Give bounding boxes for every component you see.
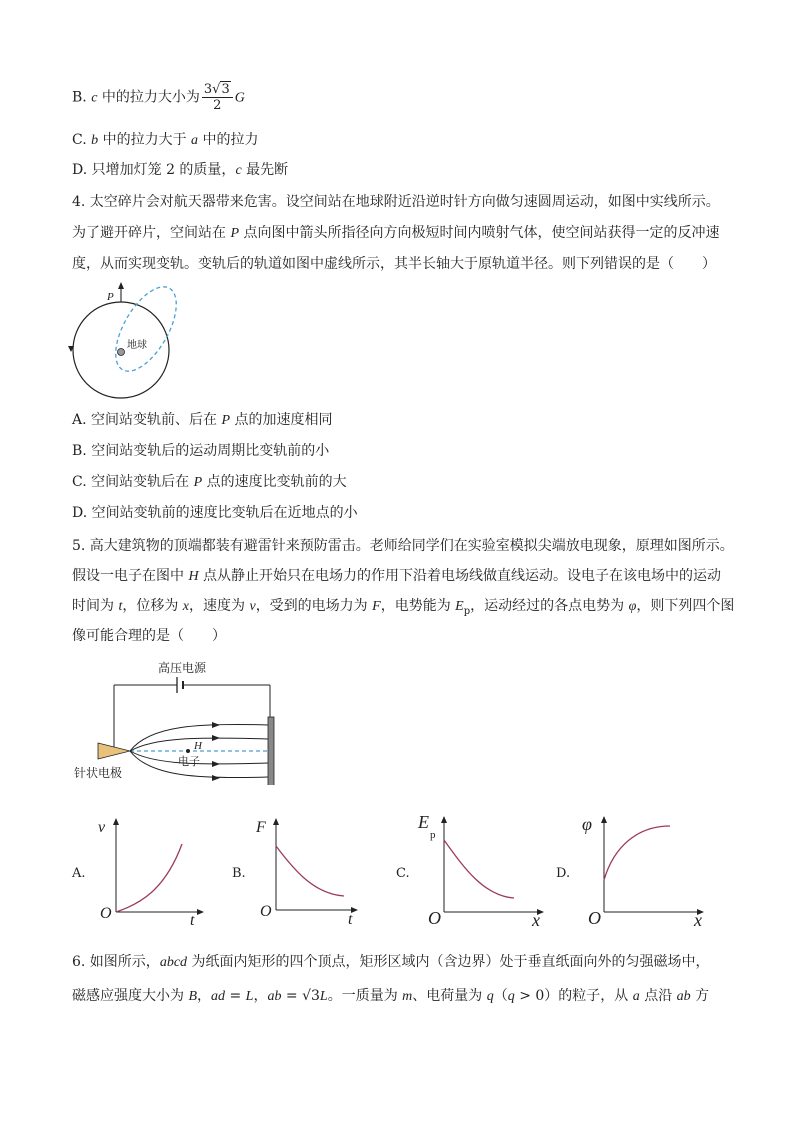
- var-m: m: [402, 989, 413, 1004]
- text: C. 空间站变轨后在: [72, 474, 194, 490]
- text: ，运动经过的各点电势为: [470, 598, 629, 614]
- text: ，: [253, 988, 268, 1004]
- var-ad: ad: [211, 989, 226, 1004]
- q5-stem-line1: 5. 高大建筑物的顶端都装有避雷针来预防雷击。老师给同学们在实验室模拟尖端放电现象，原理如图所示。: [72, 538, 734, 554]
- text: 假设一电子在图中: [72, 568, 189, 584]
- discharge-apparatus-figure: [70, 655, 290, 785]
- field-arrow: [212, 775, 220, 781]
- plate-electrode: [268, 717, 274, 785]
- q4-option-d: D. 空间站变轨前的速度比变轨后在近地点的小: [72, 505, 358, 521]
- text: 。一质量为: [327, 988, 403, 1004]
- text: 、电荷量为: [412, 988, 487, 1004]
- q6-stem-line2: [72, 986, 709, 1007]
- curve-a: [116, 844, 182, 912]
- q4-option-c: [72, 472, 347, 493]
- label-p: P: [107, 291, 114, 303]
- graph-option-b-label: B.: [232, 866, 246, 881]
- ylabel-v: v: [98, 819, 106, 836]
- var-l: L: [319, 989, 328, 1004]
- option-text: 中的拉力大小为: [97, 89, 200, 106]
- curve-b: [276, 846, 344, 896]
- var-q: q: [486, 989, 494, 1004]
- arrow-head: [118, 282, 124, 289]
- graph-b: [254, 812, 374, 928]
- option-text: 最先断: [241, 162, 289, 178]
- point-h: [186, 749, 190, 753]
- graph-option-a-label: A.: [72, 866, 86, 881]
- q4-stem-line2: [72, 223, 719, 244]
- text: 点沿: [639, 988, 677, 1004]
- graph-a: [90, 812, 210, 928]
- sqrt-3: √3: [302, 988, 320, 1004]
- field-arrow: [212, 722, 220, 728]
- q4-option-b: B. 空间站变轨后的运动周期比变轨前的小: [72, 443, 330, 459]
- label-hv-source: 高压电源: [158, 661, 207, 675]
- graph-option-d-label: D.: [556, 866, 571, 881]
- earth-dot: [118, 349, 125, 356]
- q3-option-d: [72, 160, 288, 181]
- text: 点向图中箭头所指径向方向极短时间内喷射气体，使空间站获得一定的反冲速: [239, 225, 720, 241]
- var-a: a: [191, 133, 199, 148]
- var-x: x: [182, 599, 190, 614]
- origin-o: O: [428, 908, 441, 928]
- num-coef: 3: [203, 82, 213, 97]
- text: 6. 如图所示，: [72, 954, 160, 970]
- var-ep: E: [455, 599, 464, 614]
- field-arrow: [212, 761, 220, 767]
- var-phi: φ: [628, 599, 637, 614]
- orbit-figure: [66, 280, 196, 402]
- text: 为纸面内矩形的四个顶点，矩形区域内（含边界）处于垂直纸面向外的匀强磁场中，: [187, 954, 710, 970]
- origin-o: O: [260, 903, 272, 920]
- var-b: b: [91, 133, 99, 148]
- var-p: P: [221, 413, 231, 428]
- text: 点的加速度相同: [230, 412, 333, 428]
- text: ，则下列四个图: [636, 598, 735, 614]
- text: ，电势能为: [380, 598, 456, 614]
- ylabel-sub-p: p: [430, 829, 436, 841]
- text: =: [225, 988, 246, 1004]
- var-l: L: [245, 989, 254, 1004]
- text: ，: [197, 988, 212, 1004]
- origin-o: O: [588, 908, 601, 928]
- q5-stem-line2: [72, 566, 721, 587]
- graph-option-c-label: C.: [396, 866, 410, 881]
- xlabel-x: x: [532, 910, 540, 930]
- text: ，受到的电场力为: [255, 598, 373, 614]
- xlabel-x: x: [694, 910, 702, 930]
- option-text: 中的拉力大于: [98, 132, 192, 148]
- ylabel-f: F: [256, 819, 266, 836]
- var-f: F: [372, 599, 381, 614]
- sub-p: p: [463, 605, 471, 617]
- q4-stem-line1: 4. 太空碎片会对航天器带来危害。设空间站在地球附近沿逆时针方向做匀速圆周运动，如图中实线所示。: [72, 194, 720, 210]
- text: A. 空间站变轨前、后在: [72, 412, 222, 428]
- unit-g: G: [234, 90, 245, 106]
- q4-option-a: [72, 410, 332, 431]
- var-b: B: [188, 989, 198, 1004]
- option-prefix: C.: [72, 132, 92, 148]
- curve-c: [444, 840, 514, 898]
- q4-stem-line3: 度，从而实现变轨。变轨后的轨道如图中虚线所示，其半长轴大于原轨道半径。则下列错误的是（ ）: [72, 256, 716, 272]
- graph-d: [578, 808, 718, 930]
- var-q: q: [507, 989, 515, 1004]
- text: > 0）的粒子，从: [514, 988, 633, 1004]
- curve-d: [604, 826, 670, 880]
- field-arrow: [212, 735, 220, 741]
- text: （: [493, 988, 508, 1004]
- ylabel-phi: φ: [582, 814, 592, 834]
- option-text: 中的拉力: [198, 132, 259, 148]
- origin-o: O: [100, 905, 112, 922]
- label-earth: 地球: [127, 340, 147, 351]
- q3-option-b: [72, 82, 245, 113]
- ylabel-ep: E: [418, 812, 429, 832]
- sqrt-radicand: 3: [221, 82, 230, 97]
- q5-stem-line3: [72, 596, 734, 622]
- text: 为了避开碎片，空间站在: [72, 225, 231, 241]
- fraction: [202, 82, 233, 113]
- text: ，位移为: [122, 598, 183, 614]
- q5-stem-line4: 像可能合理的是（ ）: [72, 628, 226, 644]
- label-electron: 电子: [178, 756, 200, 768]
- q6-stem-line1: [72, 952, 709, 973]
- var-p: P: [230, 226, 240, 241]
- var-p: P: [193, 475, 203, 490]
- var-ab: ab: [676, 989, 691, 1004]
- var-t: t: [118, 599, 123, 614]
- label-h: H: [194, 740, 202, 752]
- var-h: H: [188, 569, 199, 584]
- denominator: 2: [213, 98, 222, 113]
- xlabel-t: t: [190, 912, 195, 928]
- var-v: v: [249, 599, 256, 614]
- var-ab: ab: [267, 989, 282, 1004]
- text: 时间为: [72, 598, 119, 614]
- var-c: c: [235, 163, 242, 178]
- label-needle: 针状电极: [74, 766, 123, 780]
- xlabel-t: t: [348, 911, 353, 928]
- text: 点的速度比变轨前的大: [202, 474, 347, 490]
- graph-c: [414, 808, 554, 930]
- text: =: [281, 988, 303, 1004]
- q3-option-c: [72, 130, 258, 151]
- text: ，速度为: [189, 598, 250, 614]
- text: 磁感应强度大小为: [72, 988, 189, 1004]
- option-prefix: D. 只增加灯笼 2 的质量，: [72, 162, 236, 178]
- var-a: a: [632, 989, 640, 1004]
- var-abcd: abcd: [159, 955, 188, 970]
- new-orbit: [103, 280, 188, 381]
- var-c: c: [91, 90, 98, 106]
- text: 方: [690, 988, 710, 1004]
- sqrt-sign: √: [212, 82, 221, 97]
- option-prefix: B.: [72, 89, 92, 106]
- text: 点从静止开始只在电场力的作用下沿着电场线做直线运动。设电子在该电场中的运动: [198, 568, 722, 584]
